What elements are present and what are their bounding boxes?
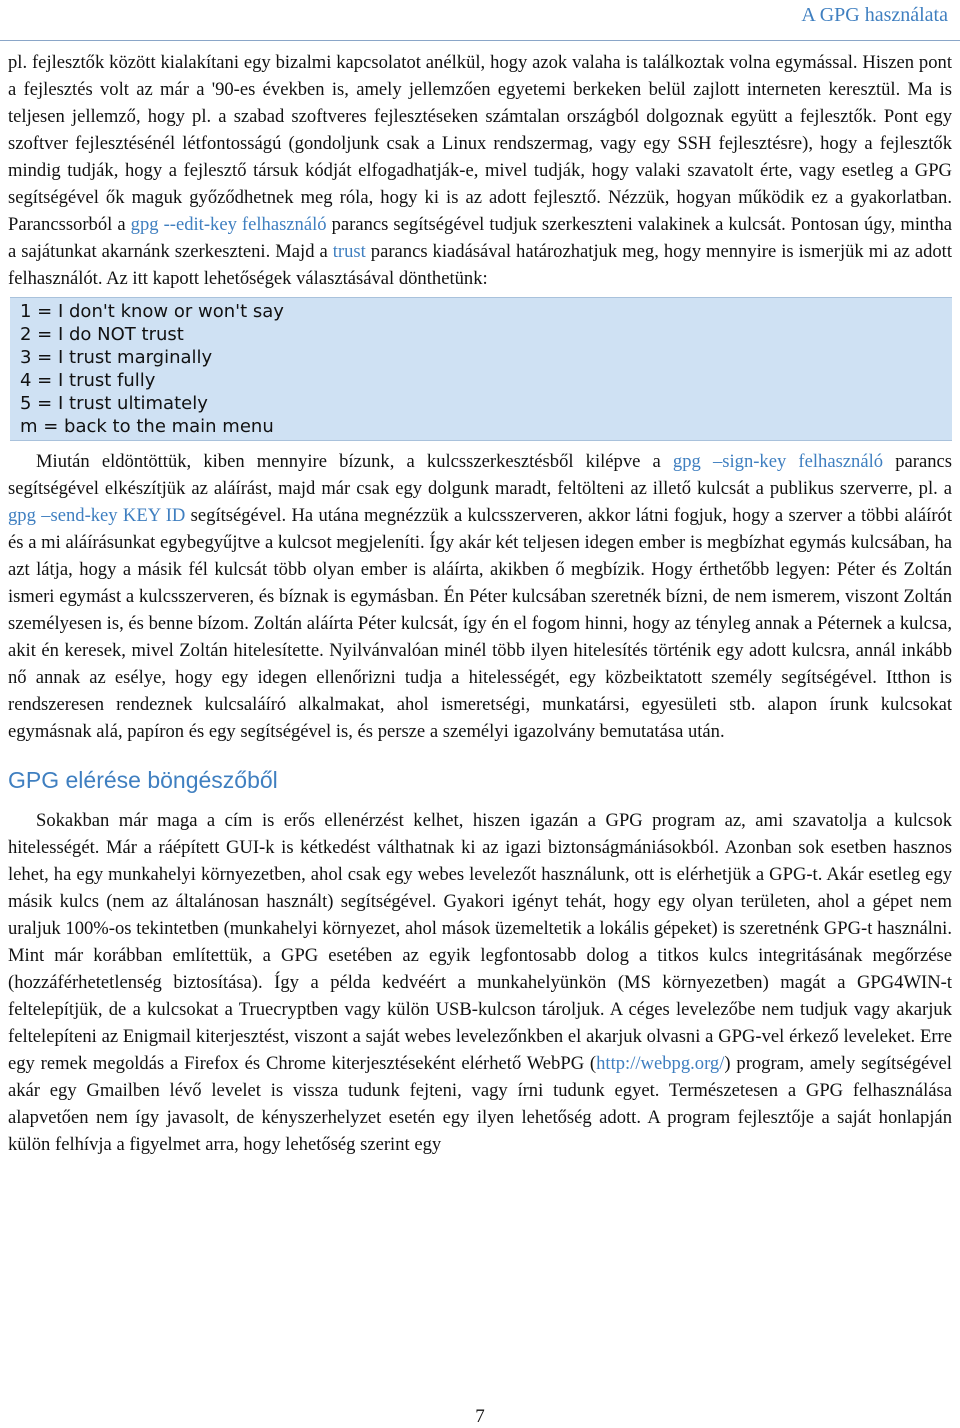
command-sign-key: gpg –sign-key felhasználó <box>672 451 884 472</box>
text-run: pl. fejlesztők között kialakítani egy bizalmi kapcsolatot anélkül, hogy azok valaha is találkoztak volna egymással. Hiszen pont a fejlesztés volt az már a '90-es években is, amely jellemzően egyetemi berkeken belül zajlott interneten keresztül. Ma is teljesen jellemző, hogy pl. a szabad szoftveres fejlesztéseken számtalan országból dolgoznak együtt a fejlesztők. Pont egy szoftver fejlesztésénél létfontosságú (gondoljunk csak a Linux rendszermag, vagy egy SSH fejlesztésre), hogy a fejlesztők mindig tudják, hogy a fejlesztő társuk kódját elfogadhatják-e, mivel tudják, hogy valaki szavatolt érte, vagy esetleg a GPG segítségével ők maguk győződhetnek meg róla, hogy ki is az adott fejlesztő. Nézzük, hogyan működik ez a gyakorlatban. Parancssorból a <box>8 52 952 235</box>
text-run: Sokakban már maga a cím is erős ellenérzést kelhet, hiszen igazán a GPG program az, ami szavatolja a kulcsok hitelességét. Már a ráépített GUI-k is kétkedést válthatnak ki az igazi biztonságmániásokból. Azonban sok esetben hasznos lehet, ha egy munkahelyi környezetben, ahol csak egy webes levelezőt használunk, ott is elérhetjük a GPG-t. Akár esetleg egy másik kulcs (nem az általánosan használt) segítségével. Gyakori igényt tehát, hogy egy olyan területen, ahol a gépet nem uraljuk 100%-os tekintetben (munkahelyi környezet, ahol mások üzemeltetik a lokális gépeket) is szeretnénk GPG-t használni. Mint már korábban említettük, a GPG esetében az egyik legfontosabb dolog a titkos kulcs integritásának megőrzése (hozzáférhetetlenség biztosítása). Így a példa kedvéért a munkahelyünkön (MS környezetben) magát a GPG4WIN-t feltelepítjük, de a kulcsokat a Truecryptben vagy külön USB-kulcson tároljuk. A céges levelezőbe nem tudjuk vagy akarjuk feltelepíteni az Enigmail kiterjesztést, viszont a saját webes levelezőnkben el akarjuk olvasni a GPG-vel érkező leveleket. Erre egy remek megoldás a Firefox és Chrome kiterjesztéseként elérhető WebPG ( <box>8 810 952 1074</box>
code-line: m = back to the main menu <box>20 416 274 437</box>
text-run: parancs segítségével tudjuk szerkeszteni valakinek a kulcsát. Pontosan úgy, mintha a sajátunkat akarnánk szerkeszteni. Majd a <box>8 214 952 262</box>
section-heading: GPG elérése böngészőből <box>8 767 278 793</box>
text-run: segítségével. Ha utána megnézzük a kulcsszerveren, akkor látni fogjuk, hogy a szerver a többi aláírót és a mi aláírásunkat egybegyűjtve a kulcsot megjeleníti. Így akár két teljesen idegen ember is megbízhat egymás kulcsában, ha azt látja, hogy a másik fél kulcsát több olyan ember is aláírta, akikben ő megbízik. Hogy érthetőbb legyen: Péter és Zoltán ismeri egymást a kulcsszerveren, és bíznak is egymásban. Én Péter kulcsában szeretnék bízni, de nem ismerem, viszont Zoltán személyesen is, és benne bízom. Zoltán aláírta Péter kulcsát, így én el fogom hinni, hogy az tényleg annak a Péternek a kulcsa, akit én keresek, mivel Zoltán hitelesítette. Nyilvánvalóan minél több ilyen hitelesítés történik egy adott kulcsra, annál inkább nő annak az esélye, hogy egy idegen ellenőrizni tudja a hitelességét, egy közbeiktatott személy segítségével. Itthon is rendszeresen rendeznek kulcsaláíró alkalmakat, ahol ismeretségi, munkatársi, egyesületi stb. alapon írunk kulcsokat egymásnak alá, papíron és egy segítségével is, és persze a személyi igazolvány bemutatása után. <box>8 505 952 742</box>
text-run: parancs segítségével elkészítjük az aláírást, majd már csak egy dolgunk maradt, feltölteni az illető kulcsát a publikus szerverre, pl. a <box>8 451 952 499</box>
page-number: 7 <box>475 1406 485 1427</box>
text-run: ) program, amely segítségével akár egy Gmailben lévő levelet is vissza tudunk fejteni, vagy írni tudunk egyet. Természetesen a GPG felhasználása alapvetően nem így javasolt, de kényszerhelyzet esetén egy ilyen lehetőség adott. A program fejlesztője a saját honlapján külön felhívja a figyelmet arra, hogy lehetőség szerint egy <box>8 1053 952 1155</box>
command-send-key: gpg –send-key KEY ID <box>8 505 186 526</box>
code-line: 1 = I don't know or won't say <box>20 301 284 322</box>
paragraph-signing <box>8 448 952 745</box>
code-line: 5 = I trust ultimately <box>20 393 208 414</box>
paragraph-intro <box>8 49 952 292</box>
page-header <box>0 0 960 41</box>
command-trust: trust <box>332 241 366 262</box>
page-content <box>8 49 952 1158</box>
code-line: 4 = I trust fully <box>20 370 156 391</box>
trust-options-code-block <box>10 297 952 441</box>
command-edit-key: gpg --edit-key felhasználó <box>130 214 327 235</box>
header-title: A GPG használata <box>801 4 948 26</box>
code-line: 2 = I do NOT trust <box>20 324 184 345</box>
text-run: Miután eldöntöttük, kiben mennyire bízunk, a kulcsszerkesztésből kilépve a <box>36 451 673 472</box>
code-line: 3 = I trust marginally <box>20 347 213 368</box>
paragraph-browser <box>8 807 952 1158</box>
text-run: parancs kiadásával határozhatjuk meg, hogy mennyire is ismerjük mi az adott felhasználót. Az itt kapott lehetőségek választásával dönthetünk: <box>8 241 952 289</box>
webpg-link[interactable]: http://webpg.org/ <box>596 1053 725 1074</box>
